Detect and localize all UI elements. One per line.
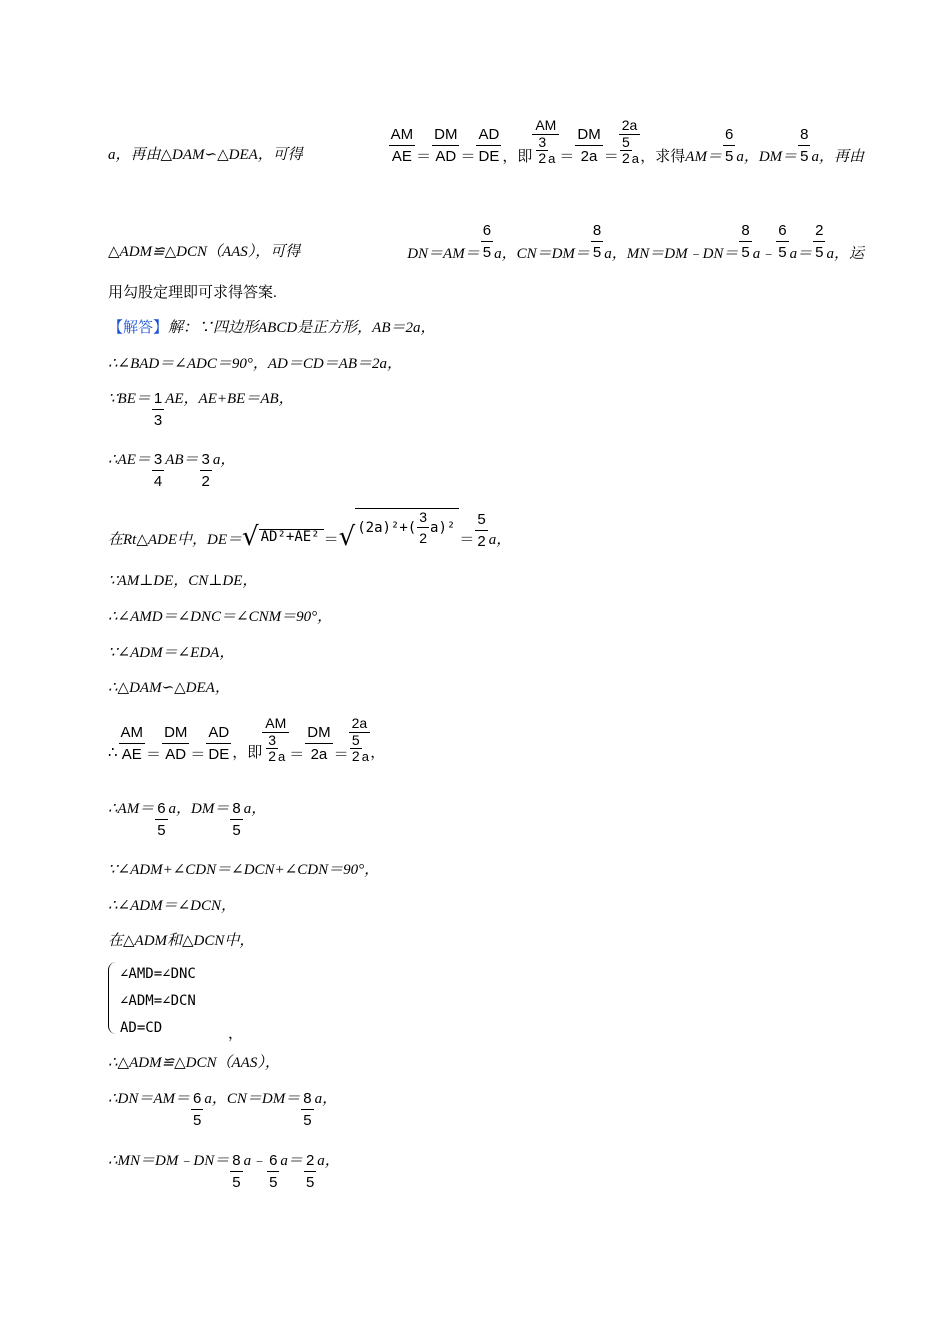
text: a，CN＝DM＝ <box>204 1091 301 1107</box>
answer-label: 【解答】 <box>108 320 169 336</box>
fraction: $\frac{8}{5}$ <box>741 222 750 262</box>
text: ∴AM＝ <box>108 801 155 817</box>
fraction: $\frac{3}{4}$ <box>153 451 163 491</box>
text: a， <box>212 452 236 468</box>
line-13: ∴ $\frac{AM}{AE}$ ＝ $\frac{DM}{AD}$ ＝ $\frac{AD}{DE}$ ，即 AM 3 2 a ＝ $\frac{DM}{2a}$ ＝ 2a 5 2 a ， <box>108 715 386 764</box>
line-2 <box>108 222 864 262</box>
text: ，即 <box>502 149 533 165</box>
frac-group: $\frac{AM}{AE}$ ＝ $\frac{DM}{AD}$ ＝ $\frac{AD}{DE}$ ，即 AM 3 2 a ＝ $\frac{DM}{2a}$ ＝ 2a 5 2 a ，求得 AM＝ $\frac{6}{5}$ a，DM＝ $\frac{8}{5}$ a，再由 <box>390 117 864 166</box>
line-14 <box>108 800 266 840</box>
text: a﹣ <box>243 1153 267 1169</box>
fraction: $\frac{3}{2}$ <box>201 451 210 491</box>
fraction: $\frac{AD}{DE}$ <box>208 723 230 763</box>
line-11: ∵∠ADM＝∠EDA， <box>108 645 235 661</box>
fraction: $\frac{5}{2}$ <box>477 510 486 550</box>
fraction: $\frac{AM}{AE}$ <box>120 723 144 763</box>
text: a，再由△DAM∽△DEA，可得 <box>108 147 303 163</box>
nested-fraction: 2a 5 2 a <box>619 118 641 165</box>
fraction: $\frac{2}{5}$ <box>305 1152 315 1192</box>
line-1 <box>108 118 864 165</box>
line-5: ∴∠BAD＝∠ADC＝90°，AD＝CD＝AB＝2a， <box>108 356 402 372</box>
line-15: ∵∠ADM+∠CDN＝∠DCN+∠CDN＝90°， <box>108 862 380 878</box>
fraction: $\frac{AD}{DE}$ <box>478 125 500 165</box>
text: ＝ <box>459 532 475 549</box>
line-8 <box>108 508 512 553</box>
text: a， <box>243 801 267 817</box>
text: a，MN＝DM﹣DN＝ <box>604 245 739 262</box>
text: ＝ <box>323 532 339 549</box>
text: a＝ <box>789 245 813 262</box>
text: ∵BE＝ <box>108 391 151 407</box>
fraction: $\frac{6}{5}$ <box>482 222 492 262</box>
fraction: $\frac{6}{5}$ <box>193 1090 202 1130</box>
text: a， <box>317 1153 340 1169</box>
line-12: ∴△DAM∽△DEA， <box>108 680 230 696</box>
fraction: $\frac{3}{2}$ <box>419 509 428 547</box>
line-18: ∴△ADM≌△DCN（AAS）， <box>108 1055 280 1071</box>
line-6 <box>108 390 294 430</box>
text: a， <box>488 532 512 549</box>
radical-sign: √ <box>338 522 356 553</box>
text: a，再由 <box>811 149 864 165</box>
line-19 <box>108 1090 337 1130</box>
text: ， <box>370 745 386 761</box>
sqrt-expression: AD²+AE² <box>259 529 324 544</box>
fraction: $\frac{DM}{AD}$ <box>164 723 188 763</box>
text: 在Rt△ADE中，DE＝ <box>108 532 243 549</box>
text: a，DM＝ <box>736 149 798 165</box>
line-9: ∵AM⊥DE，CN⊥DE， <box>108 573 258 589</box>
frac-group <box>407 222 864 262</box>
line-10: ∴∠AMD＝∠DNC＝∠CNM＝90°， <box>108 609 333 625</box>
text: a＝ <box>280 1153 303 1169</box>
text: a， <box>314 1091 338 1107</box>
fraction: $\frac{6}{5}$ <box>724 125 734 165</box>
fraction: $\frac{2}{5}$ <box>815 222 824 262</box>
line-20 <box>108 1152 340 1192</box>
text: ∴ <box>108 745 118 761</box>
text: 解：∵四边形ABCD是正方形，AB＝2a， <box>168 320 436 336</box>
text: AE，AE+BE＝AB， <box>165 391 294 407</box>
fraction: $\frac{8}{5}$ <box>303 1090 312 1130</box>
radical-sign: √ <box>242 522 259 553</box>
fraction: $\frac{1}{3}$ <box>153 390 163 430</box>
text: ，即 <box>232 745 263 761</box>
text: △ADM≌△DCN（AAS），可得 <box>108 243 301 260</box>
fraction: $\frac{8}{5}$ <box>232 1152 241 1192</box>
text: a，DM＝ <box>168 801 230 817</box>
nested-fraction: AM 3 2 a <box>262 716 289 763</box>
system-row: AD=CD <box>120 1020 163 1036</box>
text: AB＝ <box>165 452 199 468</box>
fraction: $\frac{AM}{AE}$ <box>390 125 414 165</box>
line-3: 用勾股定理即可求得答案. <box>108 285 277 301</box>
nested-fraction: AM 3 2 a <box>532 118 559 165</box>
fraction: $\frac{DM}{2a}$ <box>577 125 601 165</box>
text: a，运 <box>826 245 864 262</box>
nested-fraction: 2a 5 2 a <box>349 716 371 763</box>
fraction: $\frac{8}{5}$ <box>800 125 809 165</box>
line-16: ∴∠ADM＝∠DCN， <box>108 898 237 914</box>
text: ∴AE＝ <box>108 452 151 468</box>
text: ∴DN＝AM＝ <box>108 1091 191 1107</box>
line-4 <box>108 321 436 336</box>
sqrt-expression: (2a)²+( $\frac{3}{2}$ a)² <box>355 508 459 546</box>
system-row: ∠ADM=∠DCN <box>120 993 196 1009</box>
fraction: $\frac{8}{5}$ <box>592 222 602 262</box>
fraction: $\frac{6}{5}$ <box>157 800 166 840</box>
text: AM＝ <box>685 149 722 165</box>
text: ∴MN＝DM﹣DN＝ <box>108 1153 230 1169</box>
brace <box>108 962 117 1034</box>
text: ，求得 <box>640 149 686 165</box>
text: a﹣ <box>752 245 776 262</box>
fraction: $\frac{6}{5}$ <box>269 1152 278 1192</box>
system-comma: ， <box>228 1026 244 1042</box>
line-7 <box>108 451 235 491</box>
system-row: ∠AMD=∠DNC <box>120 966 196 982</box>
fraction: $\frac{6}{5}$ <box>778 222 787 262</box>
line-17: 在△ADM和△DCN中， <box>108 933 255 949</box>
fraction: $\frac{DM}{2a}$ <box>307 723 331 763</box>
text: a，CN＝DM＝ <box>494 245 590 262</box>
fraction: $\frac{DM}{AD}$ <box>434 125 458 165</box>
text: DN＝AM＝ <box>407 245 480 262</box>
fraction: $\frac{8}{5}$ <box>232 800 241 840</box>
equation-system <box>108 962 308 1040</box>
